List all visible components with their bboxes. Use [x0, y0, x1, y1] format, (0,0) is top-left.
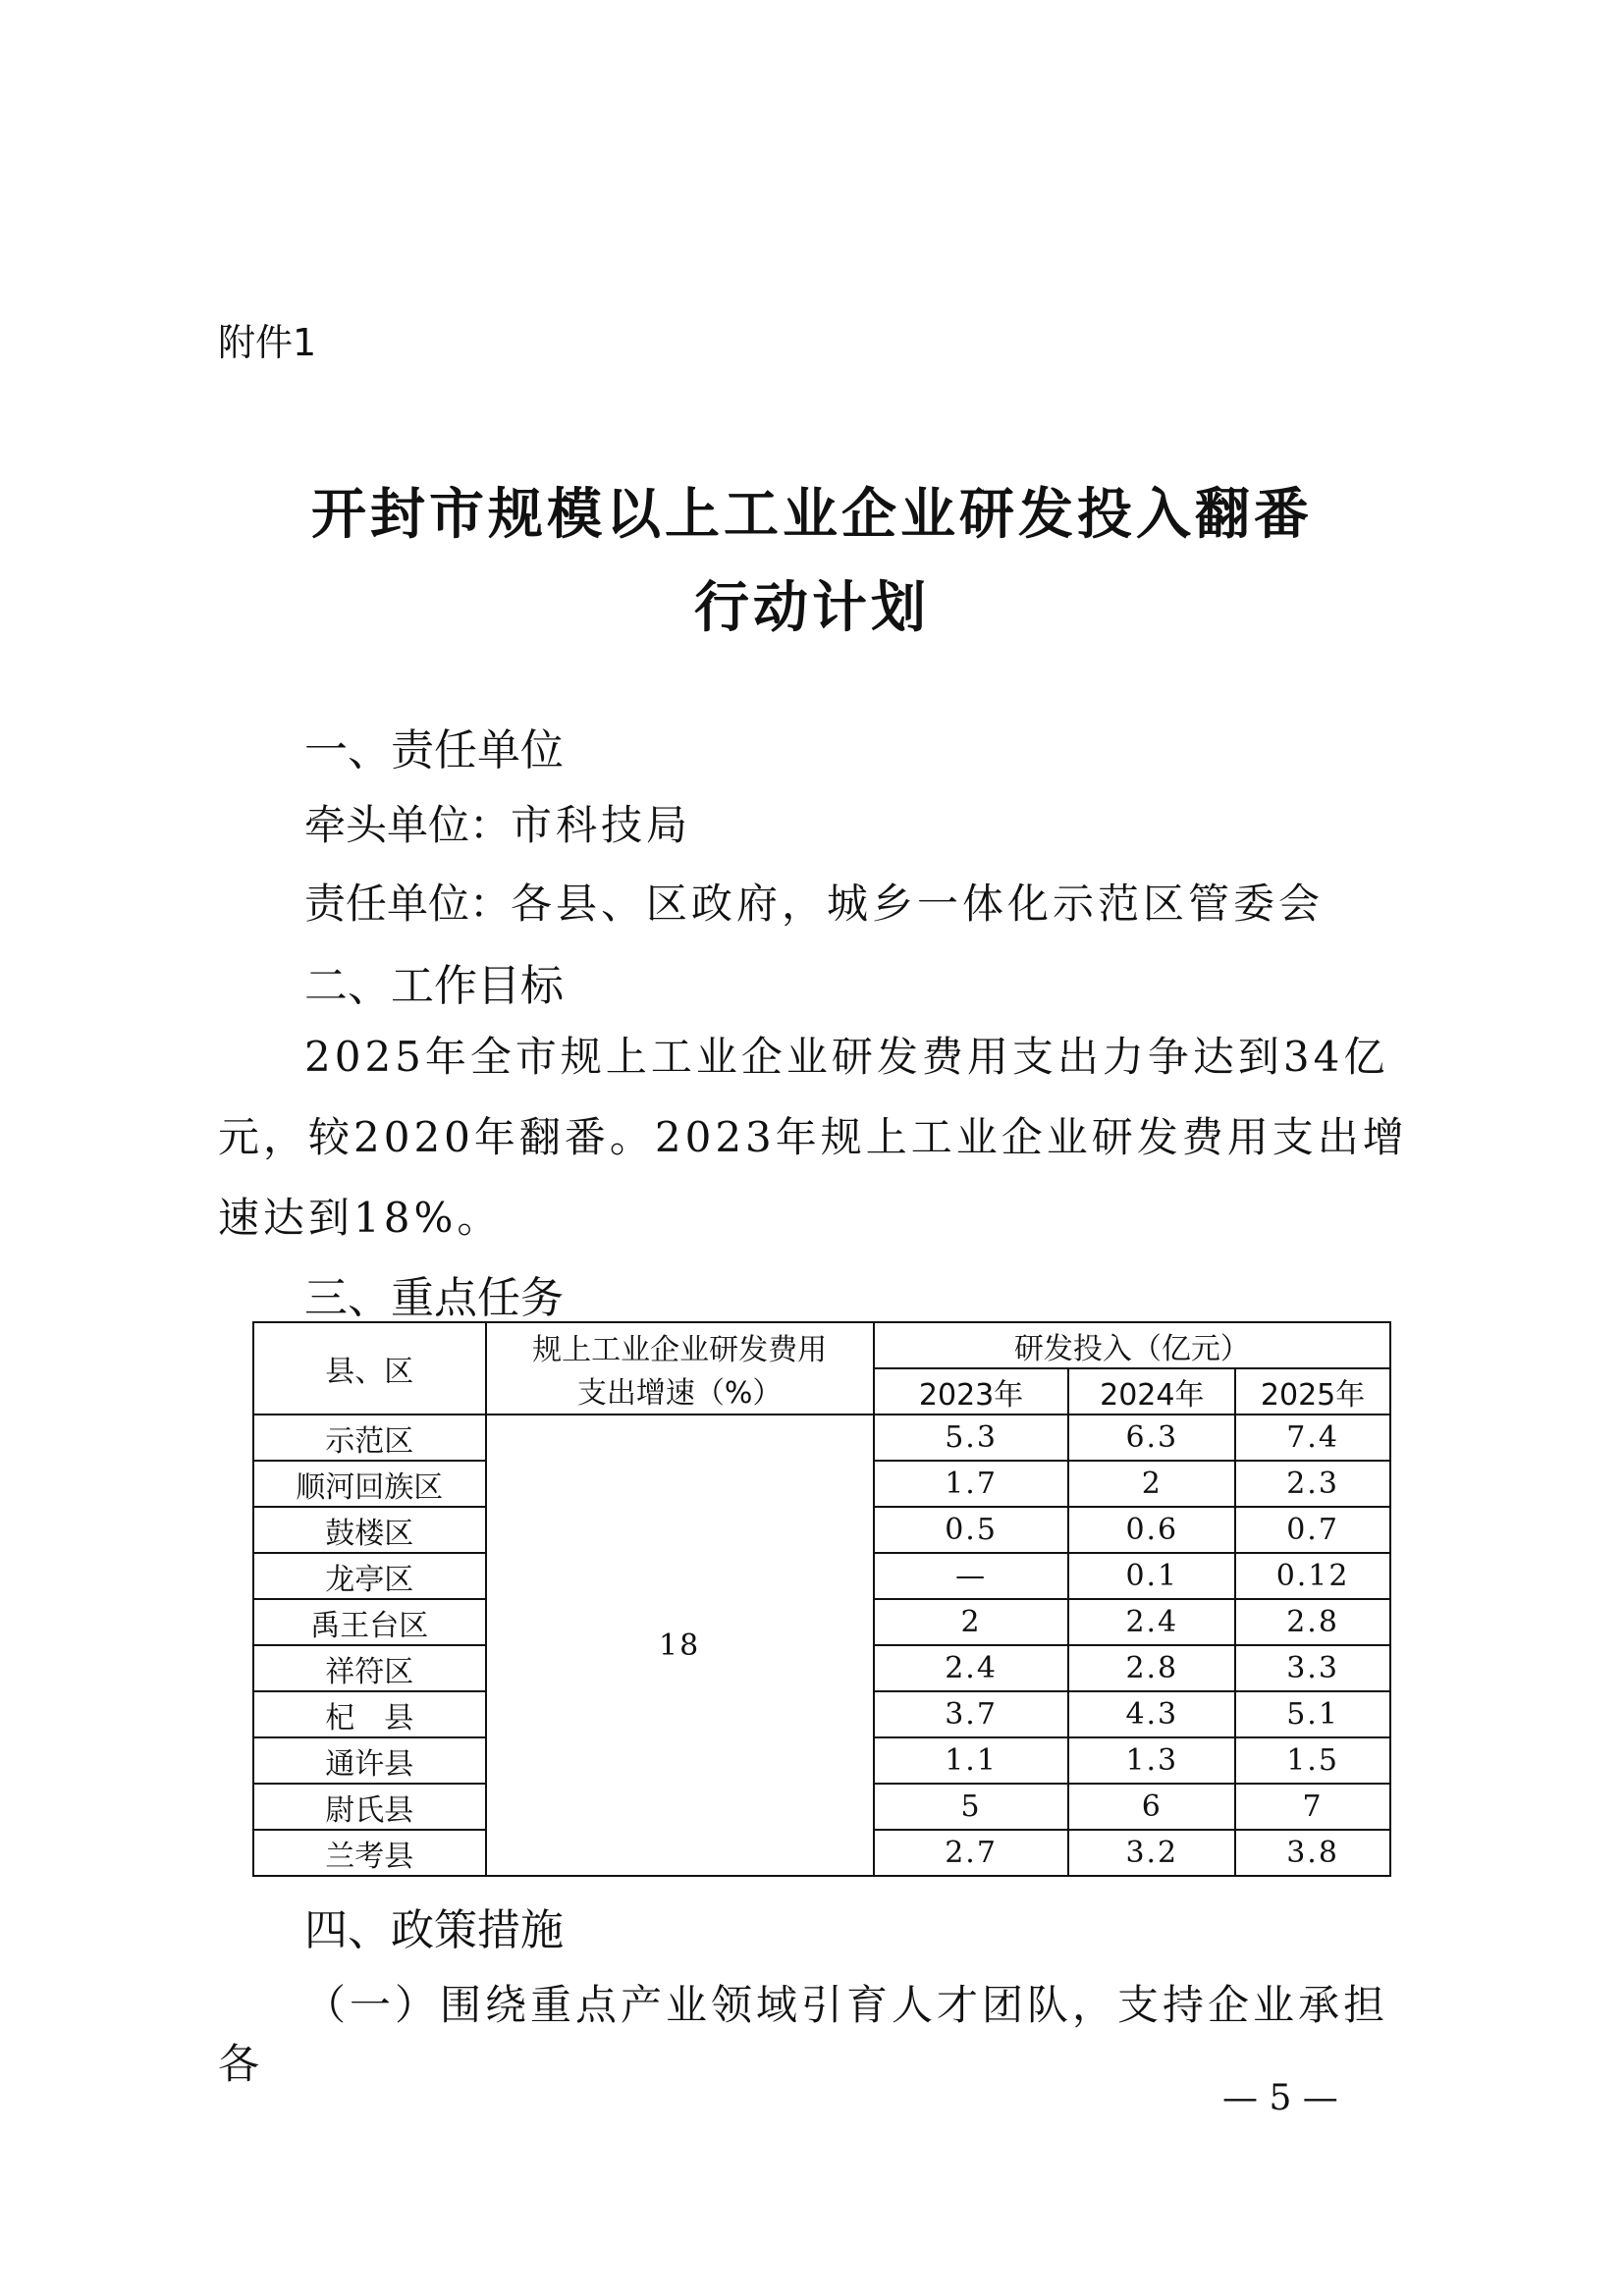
value-2023: 1.1: [874, 1737, 1069, 1784]
value-2023: 5: [874, 1784, 1069, 1830]
value-2024: 6: [1068, 1784, 1235, 1830]
document-title-line2: 行动计划: [694, 575, 930, 640]
lead-unit-line: [304, 793, 691, 852]
lead-unit-value: 市科技局: [511, 801, 692, 849]
header-year-2025: 2025年: [1235, 1368, 1390, 1415]
value-2024: 2: [1068, 1461, 1235, 1507]
value-2024: 1.3: [1068, 1737, 1235, 1784]
value-2025: 5.1: [1235, 1691, 1390, 1737]
value-2024: 2.8: [1068, 1645, 1235, 1691]
value-2025: 7.4: [1235, 1415, 1390, 1461]
value-2023: 2.7: [874, 1830, 1069, 1876]
county-cell: 顺河回族区: [253, 1461, 486, 1507]
section-heading-2: 二、工作目标: [304, 961, 564, 1011]
annex-label: 附件1: [218, 321, 317, 364]
value-2025: 2.3: [1235, 1461, 1390, 1507]
value-2023: 1.7: [874, 1461, 1069, 1507]
value-2024: 4.3: [1068, 1691, 1235, 1737]
county-cell: 杞 县: [253, 1691, 486, 1737]
county-cell: 示范区: [253, 1415, 486, 1461]
header-year-2023: 2023年: [874, 1368, 1069, 1415]
header-growth: [486, 1322, 874, 1415]
table-row: [253, 1415, 1390, 1461]
header-year-2024: 2024年: [1068, 1368, 1235, 1415]
page-number: — 5 —: [1222, 2078, 1338, 2118]
document-title: 开封市规模以上工业企业研发投入翻番: [311, 482, 1313, 547]
header-investment: 研发投入（亿元）: [874, 1322, 1390, 1368]
value-2025: 0.7: [1235, 1507, 1390, 1553]
value-2025: 1.5: [1235, 1737, 1390, 1784]
section-heading-3: 三、重点任务: [304, 1273, 564, 1323]
county-cell: 禹王台区: [253, 1599, 486, 1645]
value-2023: 2.4: [874, 1645, 1069, 1691]
value-2024: 3.2: [1068, 1830, 1235, 1876]
growth-rate-cell: 18: [486, 1415, 874, 1876]
header-county: 县、区: [253, 1322, 486, 1415]
value-2025: 3.3: [1235, 1645, 1390, 1691]
value-2024: 0.6: [1068, 1507, 1235, 1553]
county-cell: 通许县: [253, 1737, 486, 1784]
lead-unit-label: 牵头单位：: [304, 801, 512, 849]
header-growth-line1: 规上工业企业研发费用: [532, 1333, 828, 1367]
responsible-unit-line: [304, 872, 1324, 931]
value-2023: 0.5: [874, 1507, 1069, 1553]
section-heading-4: 四、政策措施: [304, 1905, 564, 1955]
responsible-unit-label: 责任单位：: [304, 880, 512, 928]
value-2024: 2.4: [1068, 1599, 1235, 1645]
section-heading-1: 一、责任单位: [304, 725, 564, 775]
value-2023: —: [874, 1553, 1069, 1599]
goal-paragraph: 2025年全市规上工业企业研发费用支出力争达到34亿元，较2020年翻番。2023年规上工业企业研发费用支出增速达到18%。: [218, 1033, 1408, 1242]
county-cell: 龙亭区: [253, 1553, 486, 1599]
value-2023: 2: [874, 1599, 1069, 1645]
county-cell: 兰考县: [253, 1830, 486, 1876]
county-cell: 祥符区: [253, 1645, 486, 1691]
value-2023: 5.3: [874, 1415, 1069, 1461]
responsible-unit-value: 各县、区政府，城乡一体化示范区管委会: [511, 880, 1325, 928]
task-table: [252, 1321, 1391, 1877]
value-2025: 2.8: [1235, 1599, 1390, 1645]
county-cell: 鼓楼区: [253, 1507, 486, 1553]
value-2024: 6.3: [1068, 1415, 1235, 1461]
header-growth-line2: 支出增速（%）: [576, 1376, 783, 1411]
value-2025: 7: [1235, 1784, 1390, 1830]
value-2025: 3.8: [1235, 1830, 1390, 1876]
value-2023: 3.7: [874, 1691, 1069, 1737]
value-2025: 0.12: [1235, 1553, 1390, 1599]
county-cell: 尉氏县: [253, 1784, 486, 1830]
policy-paragraph: （一）围绕重点产业领域引育人才团队，支持企业承担各: [218, 1981, 1389, 2088]
value-2024: 0.1: [1068, 1553, 1235, 1599]
